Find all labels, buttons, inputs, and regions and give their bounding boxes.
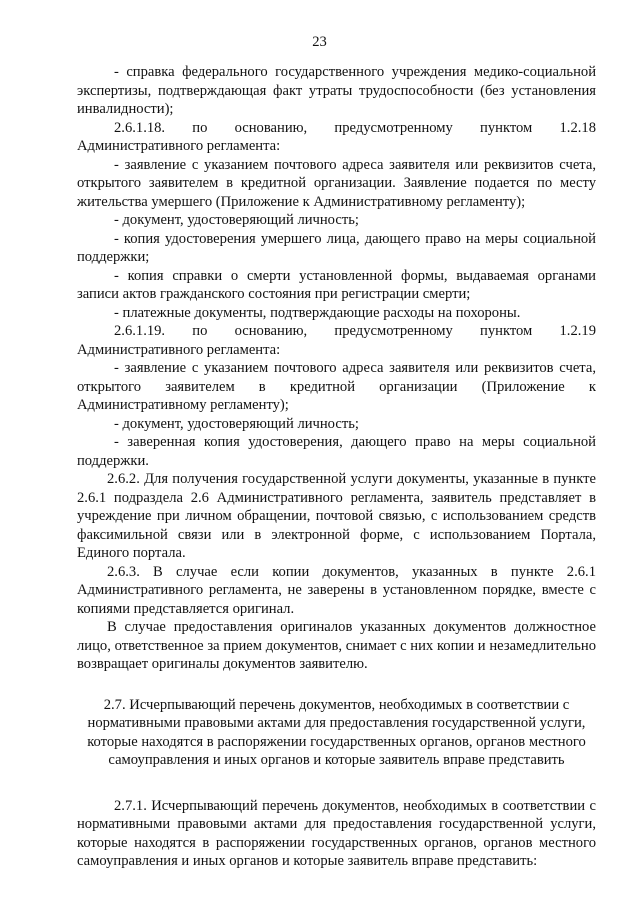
spacer [77, 770, 596, 797]
paragraph-certified-copy: - заверенная копия удостоверения, дающего право на меры социальной поддержки. [77, 434, 596, 469]
document-body [77, 63, 596, 871]
paragraph-2-6-2: 2.6.2. Для получения государственной услуги документы, указанные в пункте 2.6.1 подраздела 2.6 Административного регламента, заявитель представляет в учреждение при личном обращении, почтовой связью, с использованием средств факсимильной связи или в электронной форме, с использованием Портала, Единого портала. [77, 471, 596, 561]
paragraph-application-deceased: - заявление с указанием почтового адреса заявителя или реквизитов счета, открытого заявителем в кредитной организации. Заявление подается по месту жительства умершего (Приложение к Административному регламенту); [77, 156, 596, 210]
paragraph-basis-2-6-1-19: 2.6.1.19. по основанию, предусмотренному пунктом 1.2.19 Административного регламента: [77, 323, 596, 358]
paragraph-basis-2-6-1-18: 2.6.1.18. по основанию, предусмотренному пунктом 1.2.18 Административного регламента: [77, 119, 596, 154]
paragraph-deceased-certificate-copy: - копия удостоверения умершего лица, дающего право на меры социальной поддержки; [77, 230, 596, 265]
paragraph-2-7-1: 2.7.1. Исчерпывающий перечень документов, необходимых в соответствии с нормативными правовыми актами для предоставления государственной услуги, которые находятся в распоряжении государственных органов, органов местного самоуправления и иных органов и которые заявитель вправе представить: [77, 797, 596, 869]
paragraph-2-6-3: 2.6.3. В случае если копии документов, указанных в пункте 2.6.1 Административного регламента, не заверены в установленном порядке, вместе с копиями представляется оригинал. [77, 563, 596, 617]
spacer [77, 674, 596, 696]
paragraph-originals: В случае предоставления оригиналов указанных документов должностное лицо, ответственное за прием документов, снимает с них копии и незамедлительно возвращает оригиналы документов заявителю. [77, 619, 596, 672]
paragraph-funeral-payments: - платежные документы, подтверждающие расходы на похороны. [114, 304, 521, 321]
section-title-2-7: 2.7. Исчерпывающий перечень документов, необходимых в соответствии с нормативными правовыми актами для предоставления государственной услуги, которые находятся в распоряжении государственных органов, органов местного самоуправления и иных органов и которые заявитель вправе представить [87, 696, 586, 768]
paragraph-identity-document-2: - документ, удостоверяющий личность; [114, 415, 359, 432]
paragraph-death-certificate-copy: - копия справки о смерти установленной формы, выдаваемая органами записи актов гражданского состояния при регистрации смерти; [77, 267, 596, 302]
paragraph-msec-certificate: - справка федерального государственного учреждения медико-социальной экспертизы, подтверждающая факт утраты трудоспособности (без установления инвалидности); [77, 64, 596, 117]
page-number: 23 [312, 34, 327, 50]
paragraph-application-2-6-1-19: - заявление с указанием почтового адреса заявителя или реквизитов счета, открытого заявителем в кредитной организации (Приложение к Административному регламенту); [77, 360, 596, 413]
paragraph-identity-document: - документ, удостоверяющий личность; [114, 212, 359, 228]
